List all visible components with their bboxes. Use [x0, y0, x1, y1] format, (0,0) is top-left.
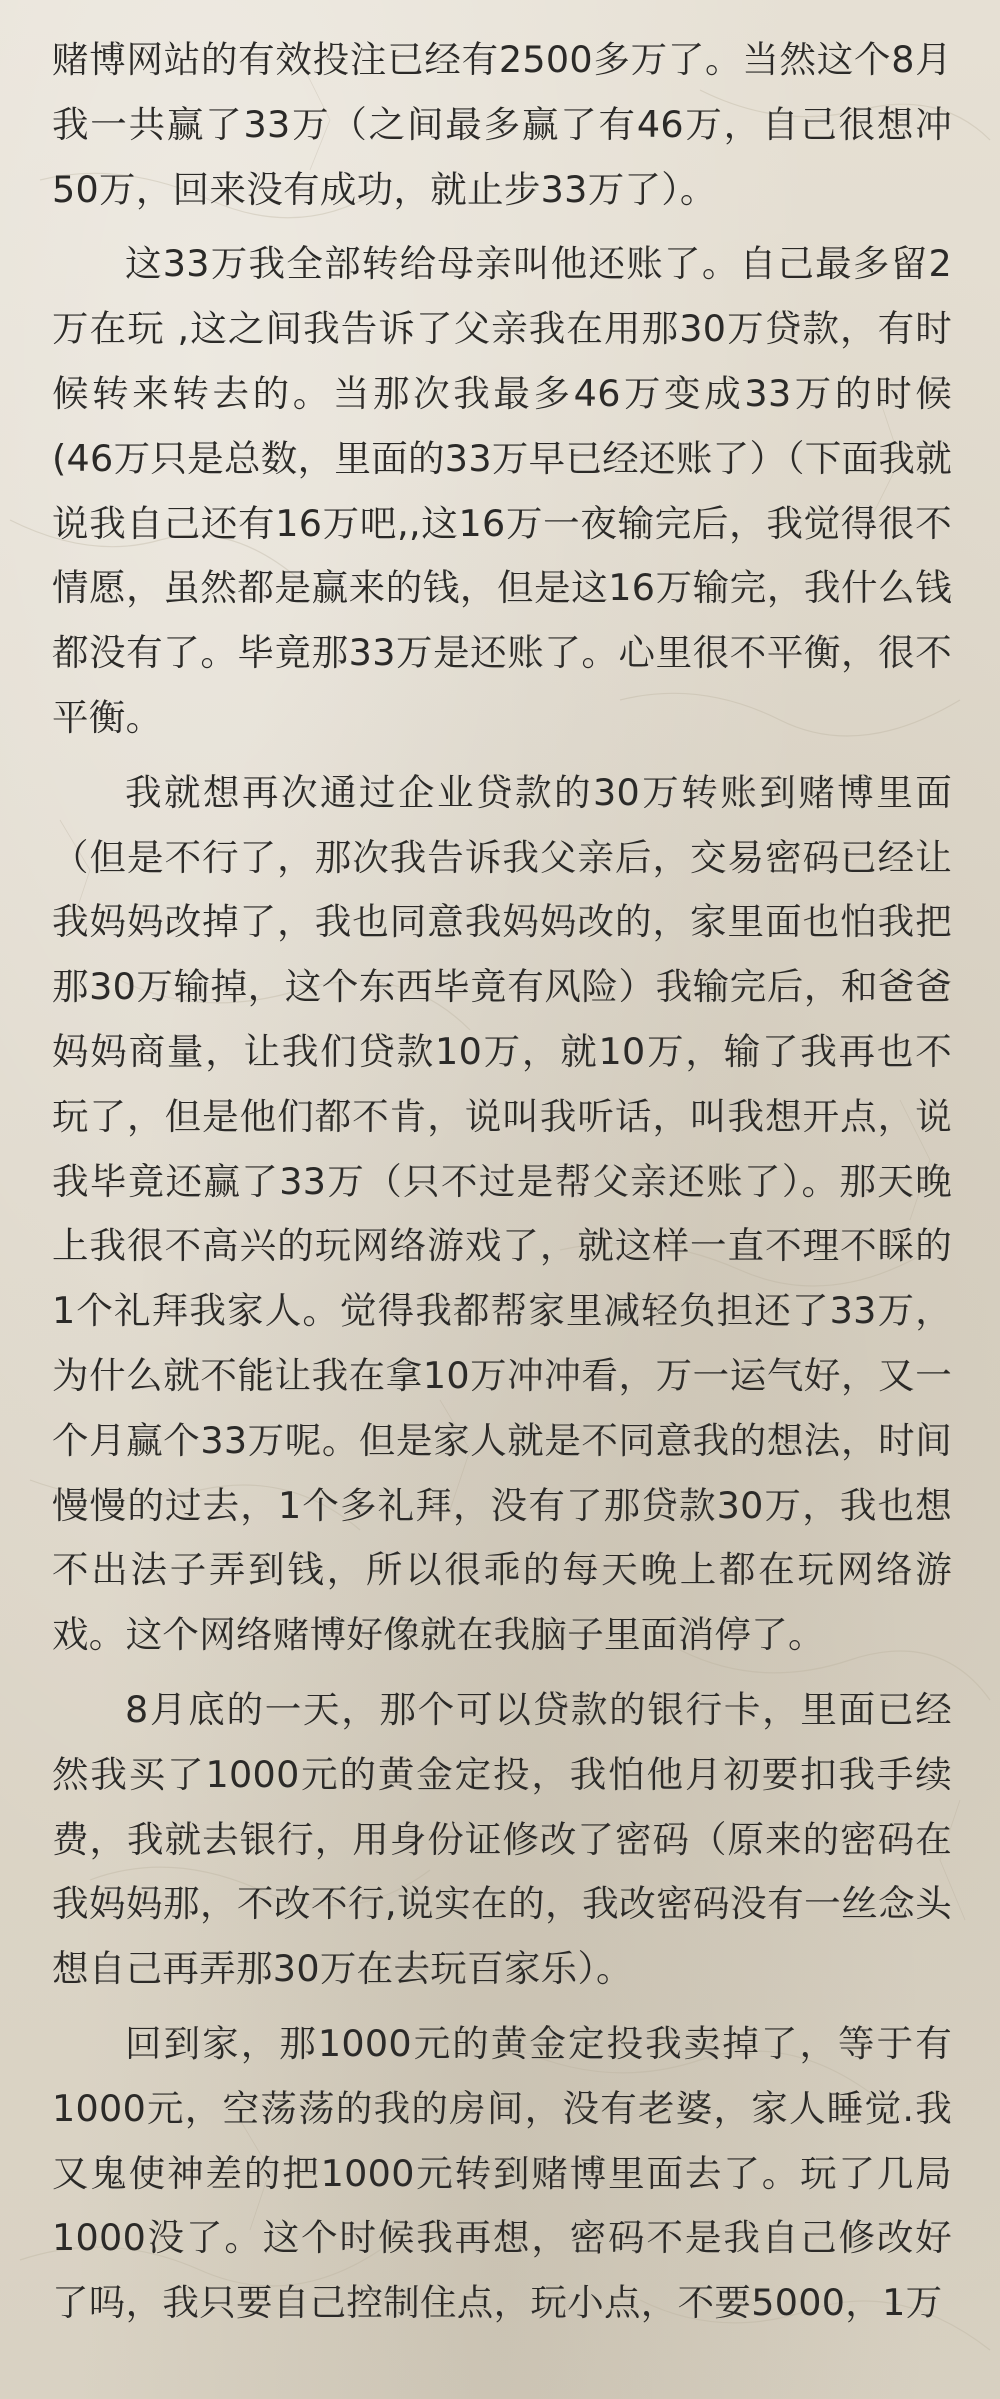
article-body: [52, 28, 952, 2346]
paragraph-1: 赌博网站的有效投注已经有2500多万了。当然这个8月我一共赢了33万（之间最多赢了有46万，自己很想冲50万，回来没有成功，就止步33万了）。: [52, 38, 952, 211]
paragraph-3: 我就想再次通过企业贷款的30万转账到赌博里面（但是不行了，那次我告诉我父亲后，交易密码已经让我妈妈改掉了，我也同意我妈妈改的，家里面也怕我把那30万输掉，这个东西毕竟有风险）我输完后，和爸爸妈妈商量，让我们贷款10万，就10万，输了我再也不玩了，但是他们都不肯，说叫我听话，叫我想开点，说我毕竟还赢了33万（只不过是帮父亲还账了）。那天晚上我很不高兴的玩网络游戏了，就这样一直不理不睬的1个礼拜我家人。觉得我都帮家里减轻负担还了33万，为什么就不能让我在拿10万冲冲看，万一运气好，又一个月赢个33万呢。但是家人就是不同意我的想法，时间慢慢的过去，1个多礼拜，没有了那贷款30万，我也想不出法子弄到钱，所以很乖的每天晚上都在玩网络游戏。这个网络赌博好像就在我脑子里面消停了。: [52, 770, 952, 1657]
paragraph-5: 回到家，那1000元的黄金定投我卖掉了，等于有1000元，空荡荡的我的房间，没有老婆，家人睡觉.我又鬼使神差的把1000元转到赌博里面去了。玩了几局1000没了。这个时候我再想，密码不是我自己修改好了吗，我只要自己控制住点，玩小点，不要5000，1万: [52, 2021, 952, 2325]
paragraph-2: 这33万我全部转给母亲叫他还账了。自己最多留2万在玩 ,这之间我告诉了父亲我在用那30万贷款，有时候转来转去的。当那次我最多46万变成33万的时候 (46万只是总数，里面的33万早已经还账了）（下面我就说我自己还有16万吧,,这16万一夜输完后，我觉得很不情愿，虽然都是赢来的钱，但是这16万输完，我什么钱都没有了。毕竟那33万是还账了。心里很不平衡，很不平衡。: [52, 242, 952, 739]
paragraph-4: 8月底的一天，那个可以贷款的银行卡，里面已经然我买了1000元的黄金定投，我怕他月初要扣我手续费，我就去银行，用身份证修改了密码（原来的密码在我妈妈那，不改不行,说实在的，我改密码没有一丝念头想自己再弄那30万在去玩百家乐）。: [52, 1687, 952, 1991]
